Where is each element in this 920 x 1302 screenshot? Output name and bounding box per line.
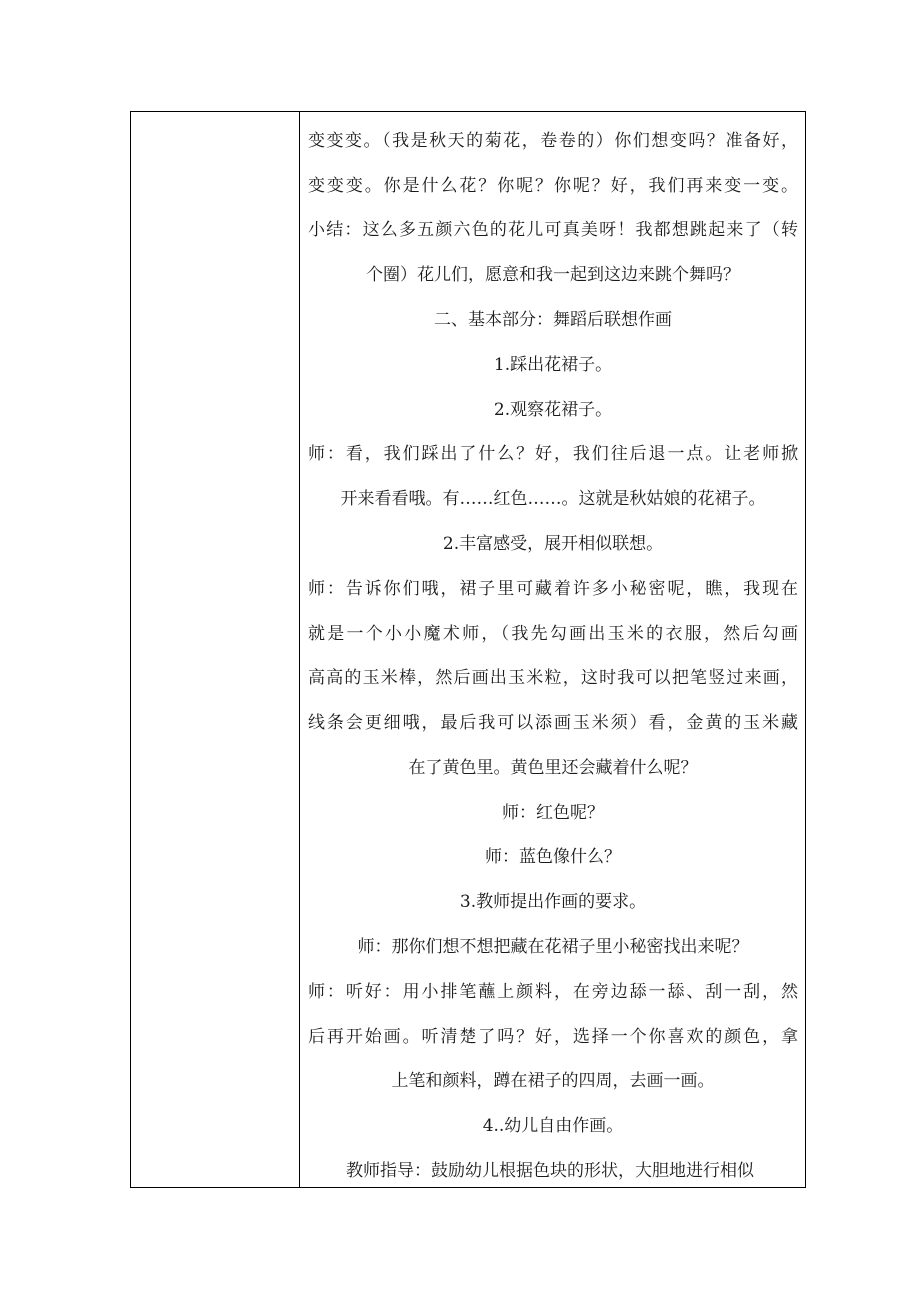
text-line: 师：蓝色像什么？	[485, 847, 621, 867]
text-line: 就是一个小小魔术师，（我先勾画出玉米的衣服，然后勾画	[308, 624, 798, 644]
text-line: 开来看看哦。有……红色……。这就是秋姑娘的花裙子。	[340, 489, 766, 509]
text-line: 4..幼儿自由作画。	[482, 1116, 624, 1136]
table-left-cell	[131, 112, 300, 1187]
text-line: 线条会更细哦，最后我可以添画玉米须）看，金黄的玉米藏	[308, 713, 798, 733]
text-line: 1.踩出花裙子。	[493, 355, 613, 375]
text-line: 上笔和颜料，蹲在裙子的四周，去画一画。	[391, 1071, 715, 1091]
text-line: 教师指导：鼓励幼儿根据色块的形状，大胆地进行相似	[346, 1161, 754, 1181]
lesson-table	[130, 111, 806, 1188]
text-line: 3.教师提出作画的要求。	[459, 892, 647, 912]
section-heading: 二、基本部分：舞蹈后联想作画	[434, 310, 672, 330]
text-line: 在了黄色里。黄色里还会藏着什么呢？	[408, 758, 698, 778]
text-line: 师：那你们想不想把藏在花裙子里小秘密找出来呢？	[357, 937, 749, 957]
text-line: 2.丰富感受，展开相似联想。	[442, 534, 664, 554]
text-line: 高高的玉米棒，然后画出玉米粒，这时我可以把笔竖过来画，	[308, 668, 798, 688]
text-line: 小结：这么多五颜六色的花儿可真美呀！我都想跳起来了（转	[308, 220, 798, 240]
text-line: 个圈）花儿们，愿意和我一起到这边来跳个舞吗？	[366, 265, 740, 285]
table-right-cell	[300, 112, 805, 1187]
text-line: 变变变。（我是秋天的菊花，卷卷的）你们想变吗？准备好，	[308, 131, 798, 151]
text-line: 师：看，我们踩出了什么？好，我们往后退一点。让老师掀	[308, 444, 798, 464]
text-line: 师：听好：用小排笔蘸上颜料，在旁边舔一舔、刮一刮，然	[308, 982, 798, 1002]
text-line: 变变变。你是什么花？你呢？你呢？好，我们再来变一变。	[308, 176, 798, 196]
text-line: 后再开始画。听清楚了吗？好，选择一个你喜欢的颜色，拿	[308, 1027, 798, 1047]
text-line: 师：告诉你们哦，裙子里可藏着许多小秘密呢，瞧，我现在	[308, 579, 798, 599]
text-line: 师：红色呢？	[502, 803, 604, 823]
text-line: 2.观察花裙子。	[493, 400, 613, 420]
